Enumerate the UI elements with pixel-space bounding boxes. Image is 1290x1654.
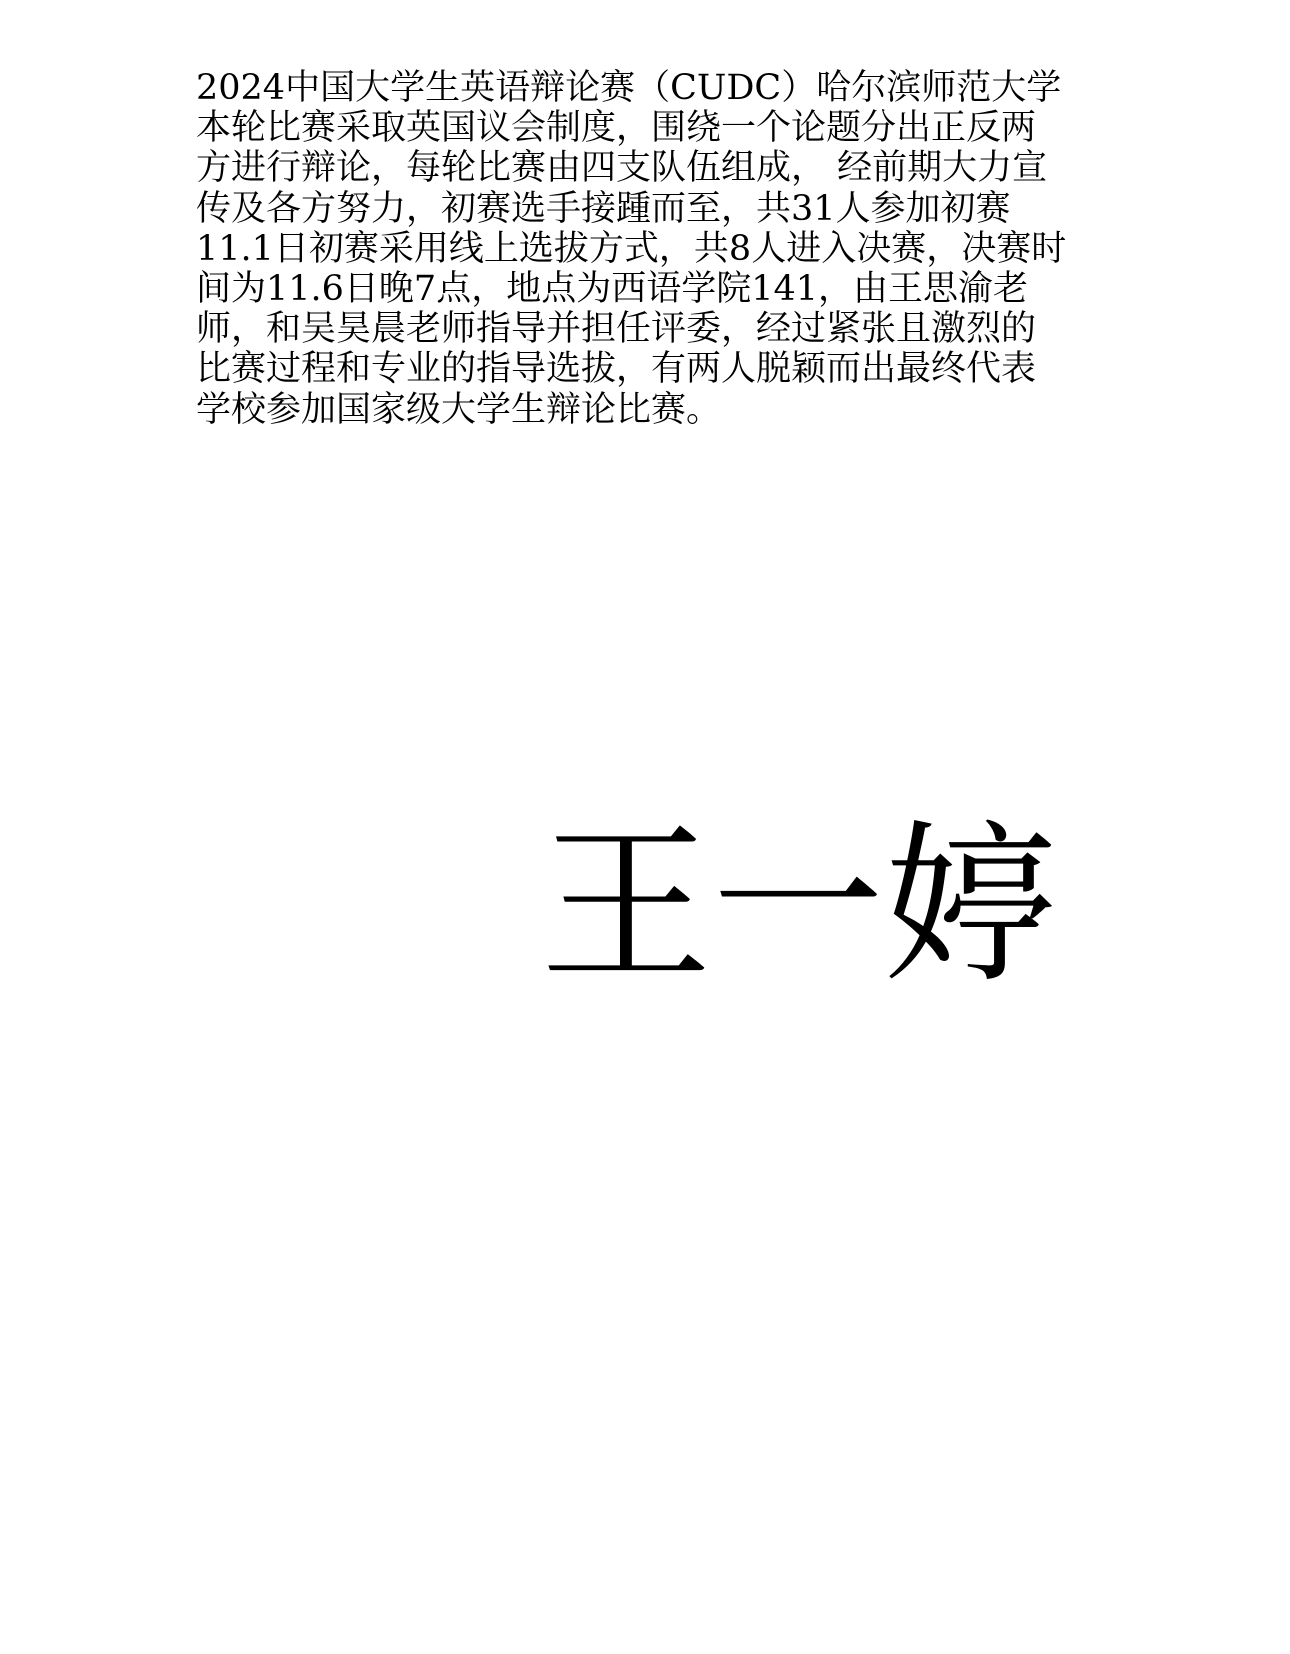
body-line-3: 方进行辩论，每轮比赛由四支队伍组成， 经前期大力宣 [196,148,1048,189]
person-name: 王一婷 [540,805,1056,1006]
body-line-4: 传及各方努力，初赛选手接踵而至，共31人参加初赛 [196,188,1011,229]
body-line-1: 2024中国大学生英语辩论赛（CUDC）哈尔滨师范大学 [196,68,1062,108]
body-line-8: 比赛过程和专业的指导选拔，有两人脱颖而出最终代表 [196,349,1037,390]
body-line-6: 间为11.6日晚7点，地点为西语学院141，由王思渝老 [196,269,1029,310]
body-line-5: 11.1日初赛采用线上选拔方式，共8人进入决赛，决赛时 [196,228,1067,269]
document-body-text [196,68,1106,430]
body-line-9: 学校参加国家级大学生辩论比赛。 [196,389,722,430]
body-line-7: 师，和吴昊晨老师指导并担任评委，经过紧张且激烈的 [196,309,1037,350]
body-line-2: 本轮比赛采取英国议会制度，围绕一个论题分出正反两 [196,108,1037,149]
